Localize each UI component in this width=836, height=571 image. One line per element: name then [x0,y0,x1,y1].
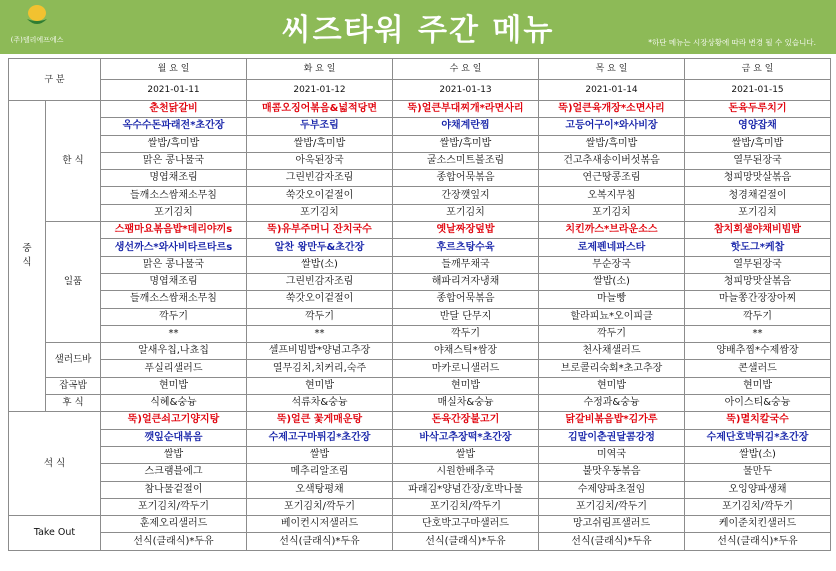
day-name: 월 요 일 [101,59,247,80]
menu-item: 선식(클래식)*두유 [685,533,831,550]
dinner-section-row [9,446,831,463]
menu-item: 쌀밥 [101,446,247,463]
ilpum-section-row [9,256,831,273]
menu-item: 깍두기 [393,325,539,342]
menu-item: 맑은 콩나물국 [101,152,247,169]
menu-item: 참나물겉절이 [101,481,247,498]
menu-item: 연근땅콩조림 [539,170,685,187]
korean-section-row [9,170,831,187]
menu-item: 포기김치/깍두기 [101,498,247,515]
day-date: 2021-01-15 [685,80,831,101]
menu-item: 시원한배추국 [393,464,539,481]
menu-item: 포기김치 [539,204,685,221]
menu-item: 두부조림 [247,118,393,135]
menu-item: 선식(클래식)*두유 [539,533,685,550]
ilpum-section-row [9,222,831,239]
grain-section-row [9,377,831,394]
menu-item: 단호박고구마샐러드 [393,516,539,533]
day-date: 2021-01-11 [101,80,247,101]
menu-item: 포기김치 [101,204,247,221]
menu-item: 쌀밥(소) [685,446,831,463]
menu-item: 깍두기 [539,325,685,342]
menu-item: 그린빈감자조림 [247,170,393,187]
menu-item: 푸실리샐러드 [101,360,247,377]
page-title: 씨즈타워 주간 메뉴 [281,13,555,48]
category-header: 구 분 [9,59,101,101]
menu-item: 로제펜네파스타 [539,239,685,256]
menu-item: 옥수수돈파래전*초간장 [101,118,247,135]
lunch-label-bottom: 식 [22,257,32,269]
lunch-label-top: 중 [22,243,32,255]
menu-item: 스팸마요볶음밥*데리야끼s [101,222,247,239]
menu-item: 선식(클래식)*두유 [393,533,539,550]
menu-item: 망고쉬림프샐러드 [539,516,685,533]
menu-item: 포기김치 [247,204,393,221]
menu-item: 건고추새송이버섯볶음 [539,152,685,169]
dinner-section-row [9,498,831,515]
menu-item: 뚝)얼큰 꽃게매운탕 [247,412,393,429]
dinner-section-row [9,429,831,446]
menu-item: 포기김치/깍두기 [393,498,539,515]
menu-item: 뚝)얼큰육개장*소면사리 [539,101,685,118]
menu-item: ** [101,325,247,342]
day-date: 2021-01-14 [539,80,685,101]
menu-item: 마늘쫑간장장아찌 [685,291,831,308]
menu-item: 현미밥 [247,377,393,394]
ilpum-section-row [9,239,831,256]
day-date: 2021-01-12 [247,80,393,101]
menu-item: 깻잎순대볶음 [101,429,247,446]
takeout-section-label: Take Out [9,516,101,551]
menu-item: 알찬 왕만두&초간장 [247,239,393,256]
dinner-section-row [9,464,831,481]
date-header-row [9,80,831,101]
korean-section-row [9,204,831,221]
menu-item: 쌀밥/흑미밥 [539,135,685,152]
dinner-section-row [9,412,831,429]
menu-item: ** [685,325,831,342]
korean-section-row [9,101,831,118]
menu-item: ** [247,325,393,342]
logo-text: (주)델리에프에스 [10,36,64,44]
menu-item: 김말이춘권달콤강정 [539,429,685,446]
menu-item: 쌀밥 [393,446,539,463]
menu-item: 석류차&숭늉 [247,395,393,412]
menu-item: 오색탕평채 [247,481,393,498]
header-banner [0,0,836,54]
menu-item: 포기김치/깍두기 [247,498,393,515]
menu-item: 종합어묵볶음 [393,291,539,308]
menu-item: 케이준치킨샐러드 [685,516,831,533]
menu-item: 쌀밥/흑미밥 [101,135,247,152]
menu-item: 현미밥 [393,377,539,394]
salad-section-row [9,360,831,377]
menu-item: 들깨소스쌈채소무침 [101,291,247,308]
menu-item: 깍두기 [685,308,831,325]
menu-item: 뚝)유부주머니 잔치국수 [247,222,393,239]
menu-item: 들깨소스쌈채소무침 [101,187,247,204]
menu-item: 미역국 [539,446,685,463]
menu-item: 쌀밥/흑미밥 [393,135,539,152]
day-name: 수 요 일 [393,59,539,80]
menu-item: 돈육간장불고기 [393,412,539,429]
korean-section-row [9,135,831,152]
ilpum-section-row [9,308,831,325]
dinner-section-label: 석 식 [9,412,101,516]
menu-item: 식혜&숭늉 [101,395,247,412]
menu-item: 무순장국 [539,256,685,273]
menu-item: 쌀밥/흑미밥 [685,135,831,152]
menu-item: 할라피뇨*오이피클 [539,308,685,325]
menu-item: 명엽채조림 [101,273,247,290]
menu-item: 돈육두루치기 [685,101,831,118]
menu-item: 마카로니샐러드 [393,360,539,377]
day-date: 2021-01-13 [393,80,539,101]
menu-item: 치킨까스*브라운소스 [539,222,685,239]
menu-item: 현미밥 [685,377,831,394]
menu-item: 매실차&숭늉 [393,395,539,412]
menu-item: 참치회샐야채비빔밥 [685,222,831,239]
menu-item: 수정과&숭늉 [539,395,685,412]
menu-item: 매콤오징어볶음&넓적당면 [247,101,393,118]
ilpum-section-row [9,291,831,308]
salad-section-row [9,343,831,360]
menu-item: 종합어묵볶음 [393,170,539,187]
menu-item: 맑은 콩나물국 [101,256,247,273]
menu-item: 훈제오리샐러드 [101,516,247,533]
day-name: 화 요 일 [247,59,393,80]
dessert-section-label: 후 식 [46,395,101,412]
menu-change-note: *하단 메뉴는 시장상황에 따라 변경 될 수 있습니다. [648,38,816,47]
menu-item: 파래김*양념간장/호박나물 [393,481,539,498]
menu-item: 쑥갓오이겉절이 [247,187,393,204]
menu-item: 불맛우동볶음 [539,464,685,481]
menu-item: 영양잡채 [685,118,831,135]
dinner-section-row [9,481,831,498]
salad-section-label: 샐러드바 [46,343,101,378]
menu-item: 알새우칩,나쵸칩 [101,343,247,360]
menu-item: 들깨무채국 [393,256,539,273]
menu-item: 양배추찜*수제쌈장 [685,343,831,360]
takeout-section-row [9,516,831,533]
menu-item: 천사채샐러드 [539,343,685,360]
menu-item: 후르츠탕수육 [393,239,539,256]
menu-item: 수제양파초절임 [539,481,685,498]
menu-item: 야채스틱*쌈장 [393,343,539,360]
menu-item: 콘샐러드 [685,360,831,377]
menu-item: 아욱된장국 [247,152,393,169]
menu-item: 베이컨시저샐러드 [247,516,393,533]
menu-item: 마늘빵 [539,291,685,308]
day-name: 금 요 일 [685,59,831,80]
menu-item: 야채계란찜 [393,118,539,135]
menu-item: 간장깻잎지 [393,187,539,204]
menu-item: 수제고구마튀김*초간장 [247,429,393,446]
menu-item: 바삭고추장떡*초간장 [393,429,539,446]
menu-item: 열무된장국 [685,152,831,169]
menu-item: 깍두기 [101,308,247,325]
menu-item: 생선까스*와사비타르타르s [101,239,247,256]
menu-item: 오잉양파생채 [685,481,831,498]
menu-item: 포기김치 [393,204,539,221]
menu-item: 열무김치,치커리,숙주 [247,360,393,377]
dessert-section-row [9,395,831,412]
korean-section-row [9,187,831,204]
menu-item: 물만두 [685,464,831,481]
menu-item: 그린빈감자조림 [247,273,393,290]
menu-item: 뚝)멸치칼국수 [685,412,831,429]
menu-item: 해파리겨자냉채 [393,273,539,290]
menu-item: 현미밥 [101,377,247,394]
menu-item: 현미밥 [539,377,685,394]
menu-item: 쌀밥/흑미밥 [247,135,393,152]
menu-item: 스크램블에그 [101,464,247,481]
menu-item: 고등어구이*와사비장 [539,118,685,135]
menu-item: 열무된장국 [685,256,831,273]
menu-item: 쌀밥(소) [539,273,685,290]
weekly-menu-table [8,58,831,551]
menu-item: 셀프비빔밥*양념고추장 [247,343,393,360]
menu-item: 핫도그*케찹 [685,239,831,256]
menu-item: 선식(클래식)*두유 [101,533,247,550]
korean-section-row [9,118,831,135]
day-name: 목 요 일 [539,59,685,80]
ilpum-section-row [9,273,831,290]
menu-item: 뚝)얼큰부대찌개*라면사리 [393,101,539,118]
menu-item: 포기김치/깍두기 [685,498,831,515]
menu-item: 포기김치 [685,204,831,221]
menu-item: 뚝)얼큰쇠고기양지탕 [101,412,247,429]
menu-item: 오복지무침 [539,187,685,204]
menu-item: 포기김치/깍두기 [539,498,685,515]
menu-item: 굴소스미트볼조림 [393,152,539,169]
menu-item: 쌀밥 [247,446,393,463]
korean-section-label: 한 식 [46,101,101,222]
menu-item: 쑥갓오이겉절이 [247,291,393,308]
grain-section-label: 잡곡밥 [46,377,101,394]
lunch-label [9,101,46,412]
ilpum-section-row [9,325,831,342]
menu-item: 청피망맛살볶음 [685,170,831,187]
day-header-row [9,59,831,80]
menu-item: 반달 단무지 [393,308,539,325]
menu-item: 옛날짜장덮밥 [393,222,539,239]
ilpum-section-label: 일품 [46,222,101,343]
menu-item: 깍두기 [247,308,393,325]
menu-item: 춘천닭갈비 [101,101,247,118]
menu-item: 쌀밥(소) [247,256,393,273]
menu-item: 아이스티&숭늉 [685,395,831,412]
menu-item: 청피망맛살볶음 [685,273,831,290]
menu-item: 닭갈비볶음밥*김가루 [539,412,685,429]
menu-item: 메추리알조림 [247,464,393,481]
takeout-section-row [9,533,831,550]
menu-item: 명엽채조림 [101,170,247,187]
menu-item: 선식(클래식)*두유 [247,533,393,550]
menu-item: 청경채겉절이 [685,187,831,204]
menu-item: 브로콜리숙회*초고추장 [539,360,685,377]
korean-section-row [9,152,831,169]
menu-item: 수제단호박튀김*초간장 [685,429,831,446]
